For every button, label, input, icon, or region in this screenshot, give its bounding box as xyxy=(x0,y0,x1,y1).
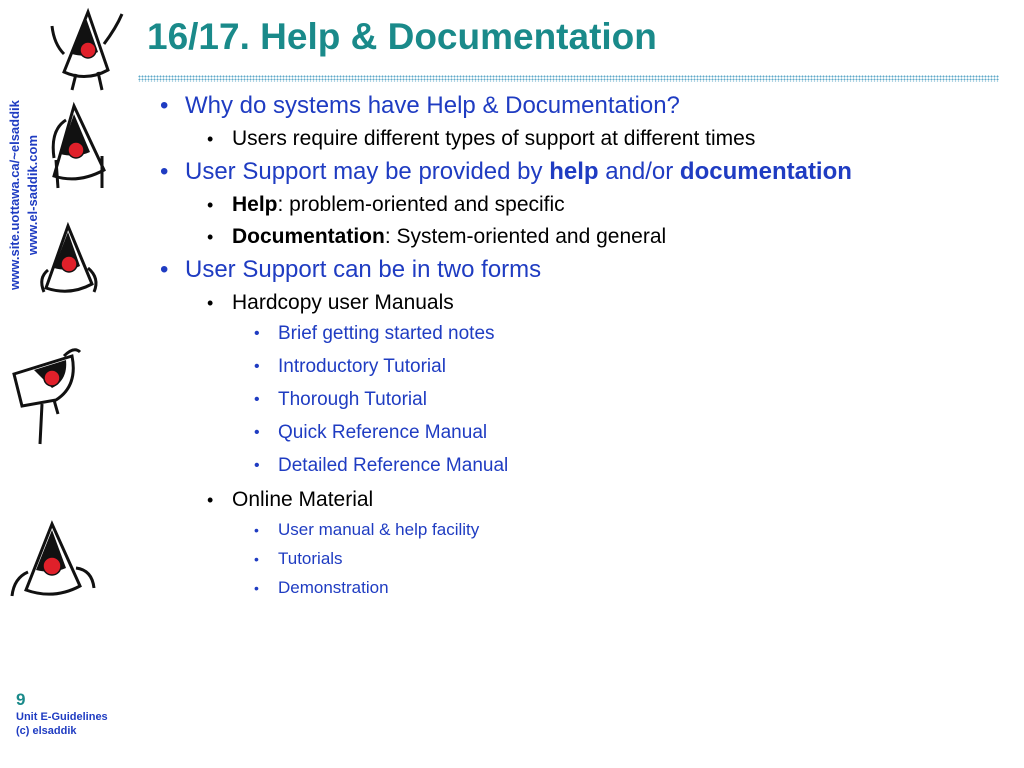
sub-bullet-item: • Introductory Tutorial xyxy=(254,356,446,377)
term: Documentation xyxy=(232,225,385,248)
slide-body xyxy=(160,92,1010,606)
bullet-icon: • xyxy=(207,490,214,510)
sub-bullet-item: • User manual & help facility xyxy=(254,520,480,539)
bullet-icon: • xyxy=(254,551,259,567)
slide-title: 16/17. Help & Documentation xyxy=(147,16,657,57)
bullet-item: • User Support may be provided by help and/or documentation xyxy=(160,158,852,185)
duke-mascot-icon xyxy=(36,222,106,306)
slide-footer xyxy=(16,690,108,738)
title-divider xyxy=(138,75,999,82)
side-url-1: www.site.uottawa.ca/~elsaddik xyxy=(7,100,22,290)
duke-mascot-icon xyxy=(6,344,86,448)
footer-copyright: (c) elsaddik xyxy=(16,725,77,737)
bullet-icon: • xyxy=(160,158,169,185)
bullet-icon: • xyxy=(160,256,169,283)
duke-mascot-icon xyxy=(50,4,130,94)
bullet-icon: • xyxy=(207,195,214,215)
bullet-item: • User Support can be in two forms xyxy=(160,256,542,283)
bullet-icon: • xyxy=(207,227,214,247)
bullet-icon: • xyxy=(254,424,260,441)
sub-bullet-item: • Demonstration xyxy=(254,578,389,597)
bullet-item: • Online Material xyxy=(207,488,374,511)
sub-bullet-item: • Quick Reference Manual xyxy=(254,422,488,443)
bullet-icon: • xyxy=(207,129,214,149)
bullet-item: • Documentation: System-oriented and general xyxy=(207,225,667,248)
page-number: 9 xyxy=(16,690,26,709)
bullet-icon: • xyxy=(254,325,260,342)
bullet-item: • Help: problem-oriented and specific xyxy=(207,193,565,216)
bullet-icon: • xyxy=(207,293,214,313)
sub-bullet-item: • Tutorials xyxy=(254,549,343,568)
bullet-icon: • xyxy=(254,358,260,375)
bullet-icon: • xyxy=(254,580,259,596)
sub-bullet-item: • Brief getting started notes xyxy=(254,323,495,344)
sub-bullet-item: • Detailed Reference Manual xyxy=(254,455,509,476)
emphasis: documentation xyxy=(679,158,852,185)
emphasis: help xyxy=(549,158,599,185)
duke-mascot-icon xyxy=(8,518,98,604)
bullet-item: • Hardcopy user Manuals xyxy=(207,291,454,314)
duke-mascot-icon xyxy=(44,100,124,192)
bullet-icon: • xyxy=(254,457,260,474)
side-url-2: www.el-saddik.com xyxy=(25,134,40,256)
bullet-icon: • xyxy=(254,391,260,408)
bullet-item: • Users require different types of support at different times xyxy=(207,127,756,150)
sub-bullet-item: • Thorough Tutorial xyxy=(254,389,427,410)
bullet-icon: • xyxy=(254,522,259,538)
footer-unit: Unit E-Guidelines xyxy=(16,711,108,723)
term: Help xyxy=(232,193,278,216)
bullet-item: • Why do systems have Help & Documentation? xyxy=(160,92,680,119)
bullet-icon: • xyxy=(160,92,169,119)
